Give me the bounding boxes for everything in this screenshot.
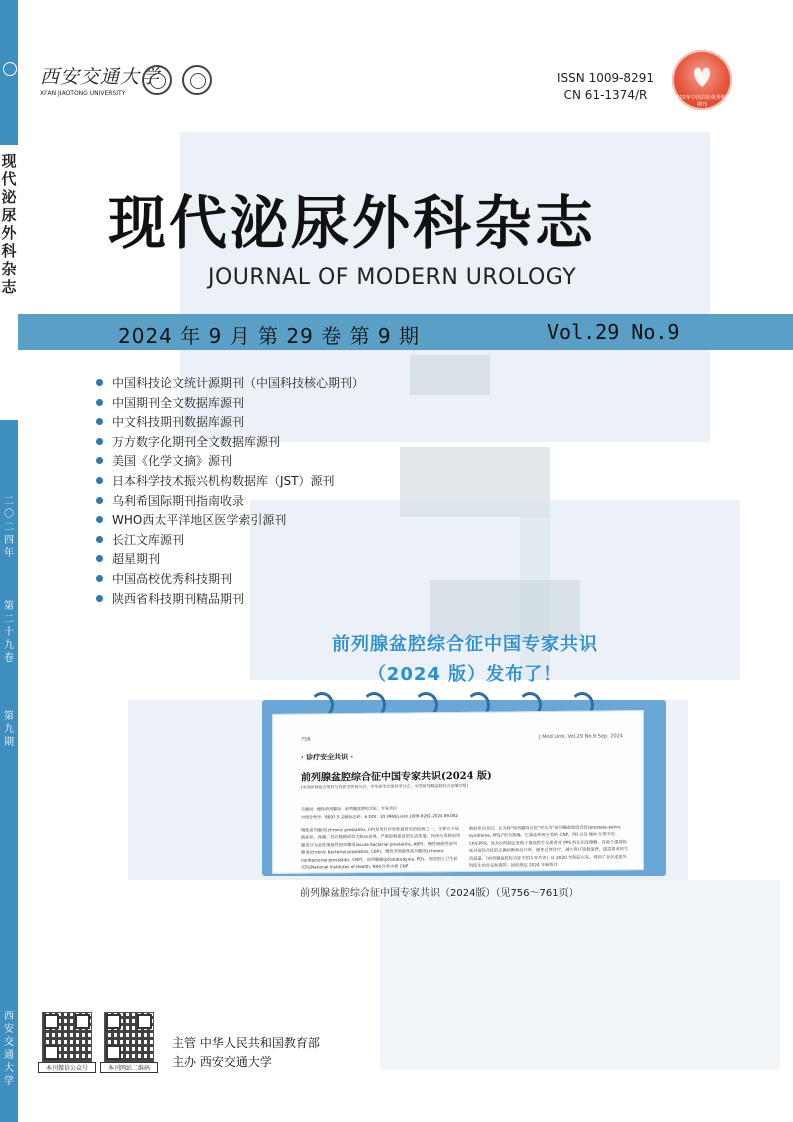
indexing-item-label: 中国科技论文统计源期刊（中国科技核心期刊） bbox=[112, 376, 365, 390]
qr-finder-icon bbox=[75, 1014, 90, 1029]
headline-line-2: （2024 版）发布了！ bbox=[367, 664, 563, 685]
issue-date: 2024 年 9 月 第 29 卷 第 9 期 bbox=[118, 324, 421, 348]
bullet-icon bbox=[96, 536, 103, 543]
bullet-icon bbox=[96, 399, 103, 406]
article-classification: 中图分类号：R697.3 文献标志码：A DOI：10.3969/j.issn.1009-8291.2024.09.002 bbox=[301, 813, 458, 820]
indexing-item-label: 陕西省科技期刊精品期刊 bbox=[112, 591, 245, 606]
bullet-icon bbox=[96, 379, 103, 386]
spine-issue: 第九期 bbox=[4, 711, 14, 748]
article-caption: 前列腺盆腔综合征中国专家共识（2024版）（见756～761页） bbox=[300, 888, 579, 899]
bullet-icon bbox=[96, 497, 103, 504]
bullet-icon bbox=[96, 418, 103, 425]
bullet-icon bbox=[96, 438, 103, 445]
indexing-item-label: 万方数字化期刊全文数据库源刊 bbox=[112, 434, 281, 449]
journal-subtitle: JOURNAL OF MODERN UROLOGY bbox=[208, 265, 577, 290]
bullet-icon bbox=[96, 477, 103, 484]
spine-logo-icon bbox=[3, 62, 17, 76]
qr-finder-icon bbox=[44, 1045, 59, 1060]
indexing-item bbox=[96, 433, 364, 453]
article-card bbox=[272, 710, 644, 874]
badge-text: 2022年中国高校优秀科技期刊 bbox=[673, 95, 731, 108]
website-qr-label: 本刊网站二维码 bbox=[100, 1062, 158, 1073]
article-running-head: J Mod Urol, Vol.29 No.9 Sep. 2024 bbox=[539, 733, 623, 741]
indexing-item bbox=[96, 472, 364, 492]
spine-year: 二〇二四年 bbox=[4, 496, 14, 559]
indexing-item-label: 中国高校优秀科技期刊 bbox=[112, 571, 233, 586]
bg-square bbox=[380, 880, 780, 1070]
article-title: 前列腺盆腔综合征中国专家共识(2024 版) bbox=[301, 770, 492, 784]
spine-volume: 第二十九卷 bbox=[4, 601, 14, 664]
indexing-item bbox=[96, 531, 364, 551]
university-name-en: XI'AN JIAOTONG UNIVERSITY bbox=[40, 90, 126, 97]
spine-title: 现代泌尿外科杂志 bbox=[1, 152, 17, 296]
article-keywords: 关键词：慢性前列腺炎；前列腺盆腔综合征；专家共识 bbox=[301, 805, 397, 812]
qr-finder-icon bbox=[137, 1014, 152, 1029]
bg-square bbox=[410, 355, 490, 395]
bullet-icon bbox=[96, 595, 103, 602]
journal-title: 现代泌尿外科杂志 bbox=[108, 189, 597, 257]
indexing-item-label: 中国期刊全文数据库源刊 bbox=[112, 395, 245, 410]
indexing-item-label: 美国《化学文摘》源刊 bbox=[112, 454, 233, 469]
wechat-qr-code[interactable] bbox=[42, 1012, 92, 1062]
indexing-item bbox=[96, 590, 364, 610]
indexing-item bbox=[96, 452, 364, 472]
spine bbox=[0, 0, 18, 1122]
issn-block bbox=[557, 70, 654, 104]
indexing-item-label: WHO西太平洋地区医学索引源刊 bbox=[112, 513, 287, 528]
indexing-item-label: 乌利希国际期刊指南收录 bbox=[112, 493, 245, 508]
university-seal-icon bbox=[142, 65, 172, 95]
article-page-number: 756 bbox=[301, 736, 311, 743]
qr-finder-icon bbox=[44, 1014, 59, 1029]
indexing-list bbox=[96, 374, 364, 609]
bullet-icon bbox=[96, 575, 103, 582]
indexing-item bbox=[96, 374, 364, 394]
indexing-item-label: 长江文库源刊 bbox=[112, 532, 185, 547]
article-column-right: 新的诊治共识，认为将"前列腺综合征"更名为"前列腺盆腔综合征(prostate-pelvic syndrome, PPS)"更为准确。它涵盖传统分类的 CNP、PD 以及 NIH 分类中的 CP/CPPS。该共识的制定有助于提高医生及患者对 PPS 的认识及理解，有助于提高临床对该综合征的正确诊断和治疗率，避免过度诊疗，减少医疗资源浪费，提高患者的生活质量。《前列腺盆腔综合征中国专家共识》自 2020 年制定以来，得到了众多泌尿外科医生的肯定和推荐。因此制定 2024 年新版共 bbox=[469, 824, 629, 868]
cn-number: CN 61-1374/R bbox=[563, 88, 648, 102]
university-name-cn: 西安交通大学 bbox=[40, 66, 161, 88]
indexing-item-label: 超星期刊 bbox=[112, 552, 161, 567]
indexing-item bbox=[96, 394, 364, 414]
article-column-left: 慢性前列腺炎(chronic prostatitis, CP)是青壮年男性最常见的疾病之一，主要以下尿路症状、疼痛、性功能障碍等为临床表现，严重影响患者的生活质量。传统分类将前列腺炎分为急性细菌性前列腺炎(acute bacterial prostatitis, ABP)、慢性细菌性前列腺炎(chronic bacterial prostatitis, CBP)、慢性非细菌性前列腺炎(chronic nonbacterial prostatitis, CNP)、前列腺痛(prostatodynia, PD)。美国国立卫生研究院(National Institutes of Health, NIH)分类中将 CNP bbox=[301, 825, 461, 870]
excellence-badge-icon bbox=[672, 50, 732, 110]
article-section: · 诊疗安全共识 · bbox=[301, 753, 354, 762]
issn-number: ISSN 1009-8291 bbox=[557, 71, 654, 85]
issue-volume-number: Vol.29 No.9 bbox=[547, 320, 680, 344]
bullet-icon bbox=[96, 516, 103, 523]
wechat-qr-label: 本刊微信公众号 bbox=[38, 1062, 96, 1073]
sponsor-line: 主办 西安交通大学 bbox=[172, 1055, 272, 1069]
headline-line-1: 前列腺盆腔综合征中国专家共识 bbox=[332, 634, 598, 655]
indexing-item bbox=[96, 550, 364, 570]
supervisor-line: 主管 中华人民共和国教育部 bbox=[172, 1036, 320, 1050]
leaf-icon bbox=[690, 66, 714, 88]
bullet-icon bbox=[96, 555, 103, 562]
article-authors: (中国医师协会男科与性医学医师分会，中华医学会男科学分会，中国前列腺盆腔综合征编写组) bbox=[301, 782, 469, 790]
indexing-item bbox=[96, 492, 364, 512]
indexing-item bbox=[96, 570, 364, 590]
website-qr-code[interactable] bbox=[104, 1012, 154, 1062]
university-emblem-icon bbox=[182, 65, 212, 95]
bullet-icon bbox=[96, 457, 103, 464]
indexing-item-label: 中文科技期刊数据库源刊 bbox=[112, 415, 245, 430]
spine-publisher: 西安交通大学 bbox=[4, 1011, 14, 1087]
indexing-item bbox=[96, 511, 364, 531]
qr-finder-icon bbox=[106, 1045, 121, 1060]
indexing-item-label: 日本科学技术振兴机构数据库（JST）源刊 bbox=[112, 473, 335, 488]
indexing-item bbox=[96, 413, 364, 433]
qr-finder-icon bbox=[106, 1014, 121, 1029]
